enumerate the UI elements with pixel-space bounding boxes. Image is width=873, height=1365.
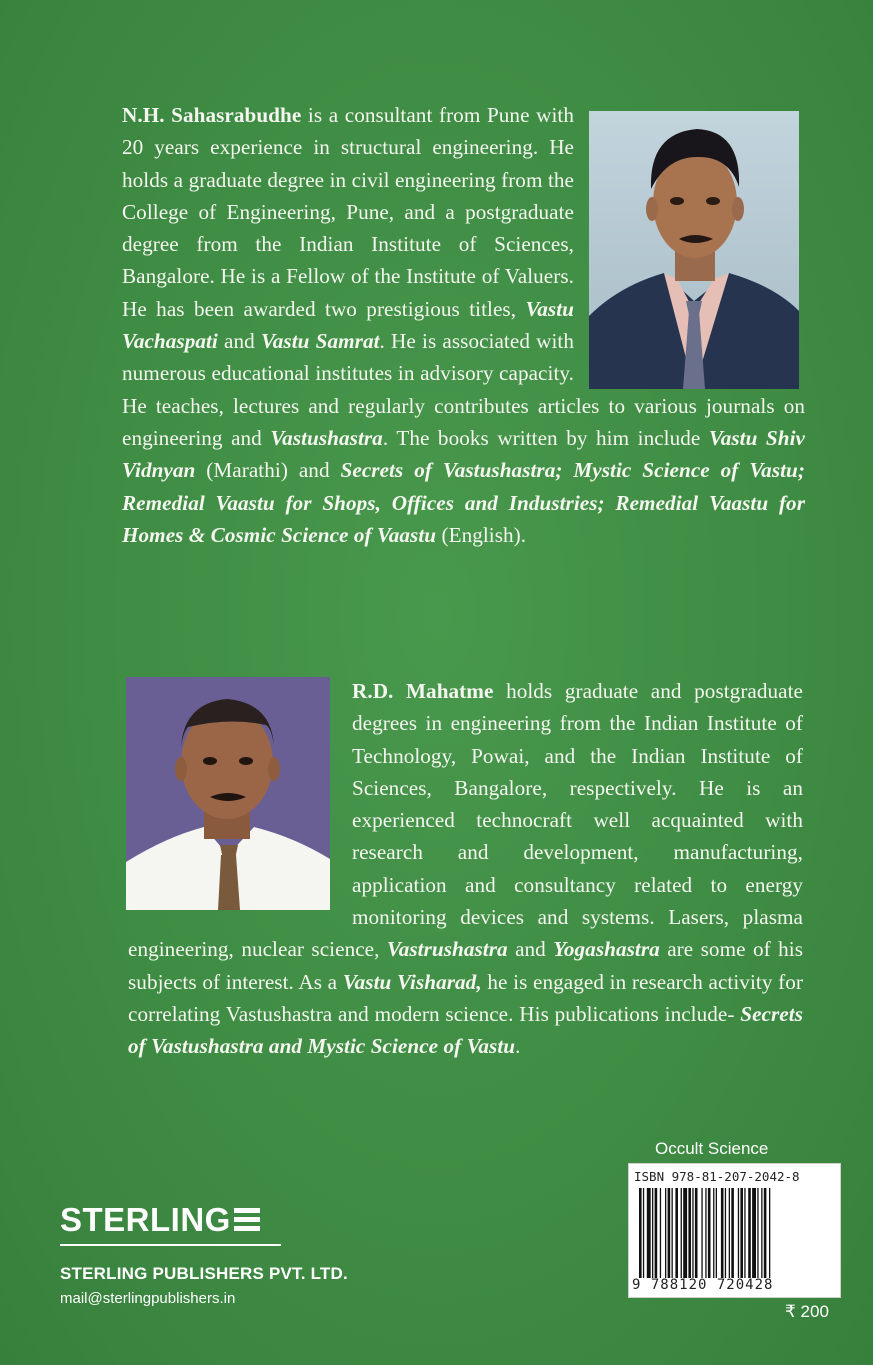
bio-text: .	[515, 1034, 521, 1059]
publisher-name: STERLING PUBLISHERS PVT. LTD.	[60, 1264, 348, 1283]
logo-underline	[60, 1244, 281, 1246]
bio-text: . The books written by him include	[382, 425, 709, 450]
award-title: Vastu Visharad,	[342, 969, 482, 994]
award-title: Vastu Samrat	[260, 329, 380, 354]
award-title: Vastu Vachaspati	[122, 296, 574, 354]
bio-text: (Marathi) and	[195, 458, 341, 483]
price-label: ₹ 200	[785, 1302, 829, 1321]
bio-text: (English).	[436, 522, 527, 547]
bio-text: holds graduate and postgraduate degrees in engineering from the Indian Institute of Technology, Powai, and the Indian Institute of Sciences, Bangalore, respectively. He is an experienced technocraft well acquainted with research and development, manufacturing, application and consultancy related to energy monitoring devices and systems. Lasers, plasma engineering, nuclear science,	[128, 679, 804, 962]
subject-term: Vastushastra	[270, 425, 383, 450]
logo-text: STERLING	[60, 1201, 231, 1238]
publisher-email: mail@sterlingpublishers.in	[60, 1290, 236, 1307]
logo-mark-icon	[234, 1206, 260, 1234]
publisher-block	[60, 1200, 348, 1307]
book-title: Vastu Shiv Vidnyan	[122, 425, 805, 483]
bio-text: are some of his subjects of interest. As a	[128, 937, 804, 994]
subject-term: Yogashastra	[553, 937, 660, 962]
author-photo-sahasrabudhe	[589, 111, 799, 389]
bio-text: is a consultant from Pune with 20 years experience in structural engineering. He holds a graduate degree in civil engineering from the College of Engineering, Pune, and a postgraduate degree from the Indian Institute of Sciences, Bangalore. He is a Fellow of the Institute of Valuers. He has been awarded two prestigious titles,	[122, 103, 574, 321]
bio-text: and	[217, 329, 261, 354]
subject-term: Vastrushastra	[386, 937, 508, 962]
bio-text: . He is associated with numerous educational institutes in advisory capacity. He teaches, lectures and regularly contributes articles to various journals on engineering and	[122, 329, 805, 450]
bio-text: and	[507, 937, 554, 962]
book-titles: Secrets of Vastushastra; Mystic Science of Vastu; Remedial Vaastu for Shops, Offices and Industries; Remedial Vaastu for Homes & Cosmic Science of Vaastu	[122, 458, 805, 547]
barcode-digits: 9 788120 720428	[632, 1277, 774, 1293]
barcode-panel	[628, 1163, 841, 1298]
author-photo-mahatme	[126, 677, 330, 910]
isbn-label: ISBN 978-81-207-2042-8	[634, 1169, 800, 1184]
publisher-logo	[60, 1200, 348, 1240]
book-titles: Secrets of Vastushastra and Mystic Science of Vastu	[128, 1001, 803, 1059]
bio-text: he is engaged in research activity for correlating Vastushastra and modern science. His publications include-	[128, 969, 803, 1026]
author-name: R.D. Mahatme	[352, 679, 494, 703]
book-category: Occult Science	[655, 1139, 769, 1158]
barcode-bars	[637, 1188, 833, 1278]
author-name: N.H. Sahasrabudhe	[122, 103, 302, 127]
